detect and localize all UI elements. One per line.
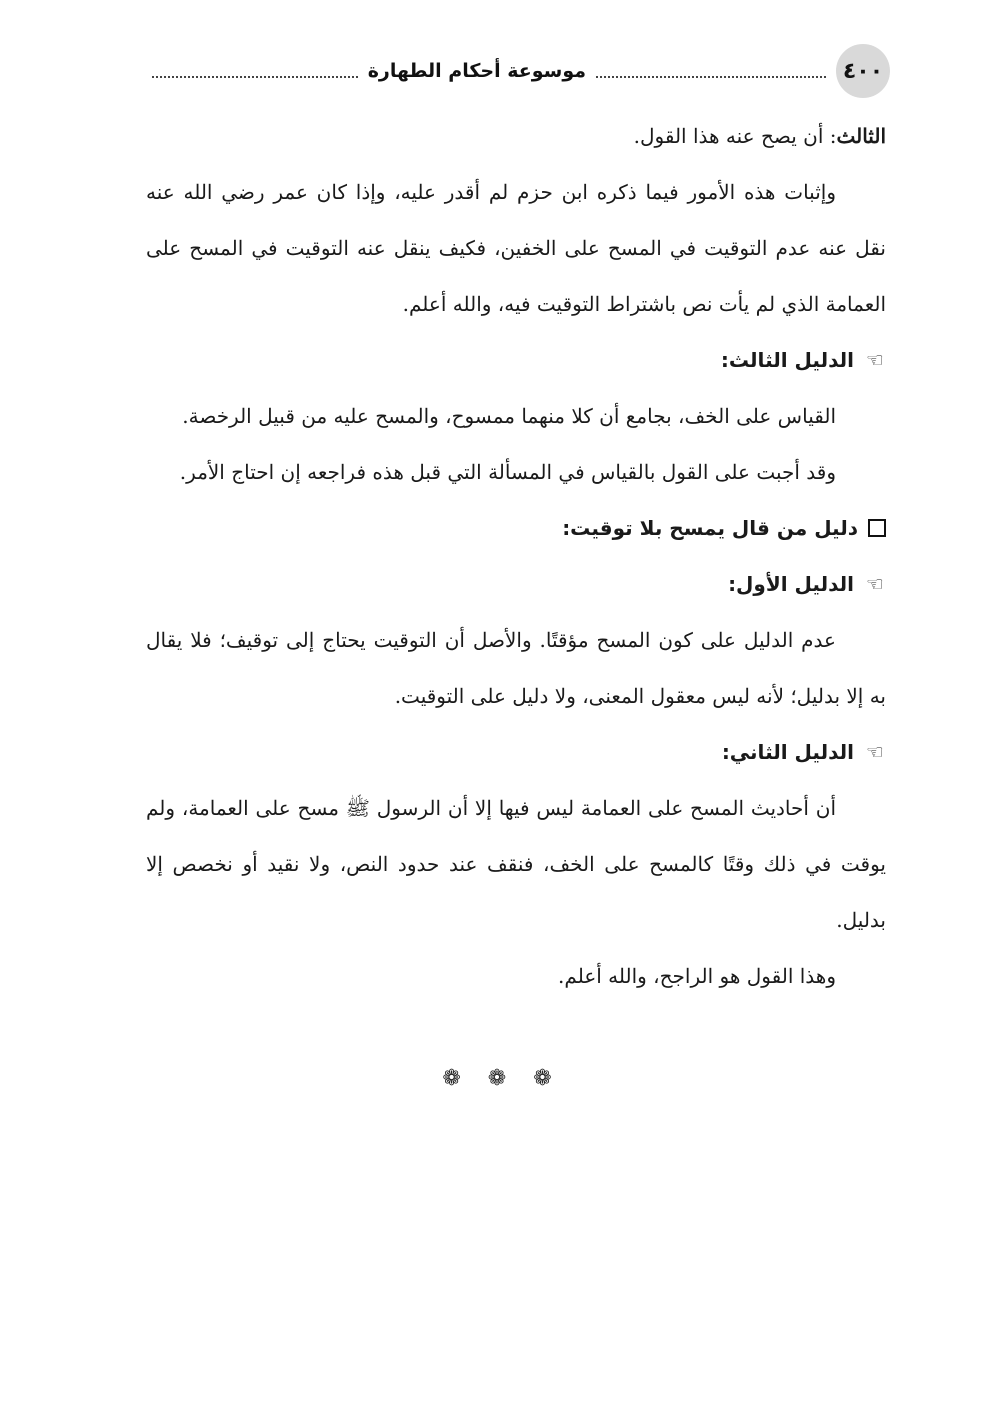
heading-no-timing-evidence	[146, 500, 886, 556]
hand-pointer-icon: ☜	[866, 740, 884, 764]
header-dotted-rule-right	[596, 76, 826, 78]
running-header	[146, 56, 832, 86]
header-dotted-rule-left	[152, 76, 358, 78]
heading-third-evidence	[146, 332, 886, 388]
heading-first-evidence	[146, 556, 886, 612]
heading-text: دليل من قال يمسح بلا توقيت:	[562, 516, 858, 540]
heading-text: الدليل الأول:	[728, 572, 854, 596]
page-number-badge	[836, 44, 890, 98]
paragraph-lead: الثالث	[836, 124, 886, 148]
paragraph-analogy: القياس على الخف، بجامع أن كلا منهما ممسوح، والمسح عليه من قبيل الرخصة.	[182, 404, 836, 428]
heading-text: الدليل الثاني:	[721, 740, 854, 764]
heading-text: الدليل الثالث:	[720, 348, 854, 372]
paragraph-third-condition	[146, 108, 886, 164]
page-body	[146, 108, 886, 1004]
square-icon	[868, 519, 886, 537]
paragraph-conclusion: وهذا القول هو الراجح، والله أعلم.	[558, 964, 836, 988]
hand-pointer-icon: ☜	[866, 572, 884, 596]
paragraph-no-evidence-timing: عدم الدليل على كون المسح مؤقتًا. والأصل أن التوقيت يحتاج إلى توقيف؛ فلا يقال به إلا بدليل؛ لأنه ليس معقول المعنى، ولا دليل على التوقيت.	[146, 628, 886, 708]
section-end-ornament: ❁ ❁ ❁	[442, 1066, 562, 1091]
paragraph-ibn-hazm: وإثبات هذه الأمور فيما ذكره ابن حزم لم أقدر عليه، وإذا كان عمر رضي الله عنه نقل عنه عدم التوقيت في المسح على الخفين، فكيف ينقل عنه التوقيت في المسح على العمامة الذي لم يأت نص باشتراط التوقيت فيه، والله أعلم.	[146, 180, 886, 316]
paragraph-reply: وقد أجبت على القول بالقياس في المسألة التي قبل هذه فراجعه إن احتاج الأمر.	[179, 460, 836, 484]
paragraph-text: : أن يصح عنه هذا القول.	[633, 124, 837, 148]
page-number: ٤٠٠	[842, 58, 884, 84]
paragraph-hadith-turban: أن أحاديث المسح على العمامة ليس فيها إلا أن الرسول ﷺ مسح على العمامة، ولم يوقت في ذلك وقتًا كالمسح على الخف، فنقف عند حدود النص، ولا نقيد أو نخصص إلا بدليل.	[146, 796, 886, 932]
heading-second-evidence	[146, 724, 886, 780]
hand-pointer-icon: ☜	[866, 348, 884, 372]
book-title: موسوعة أحكام الطهارة	[367, 60, 586, 82]
